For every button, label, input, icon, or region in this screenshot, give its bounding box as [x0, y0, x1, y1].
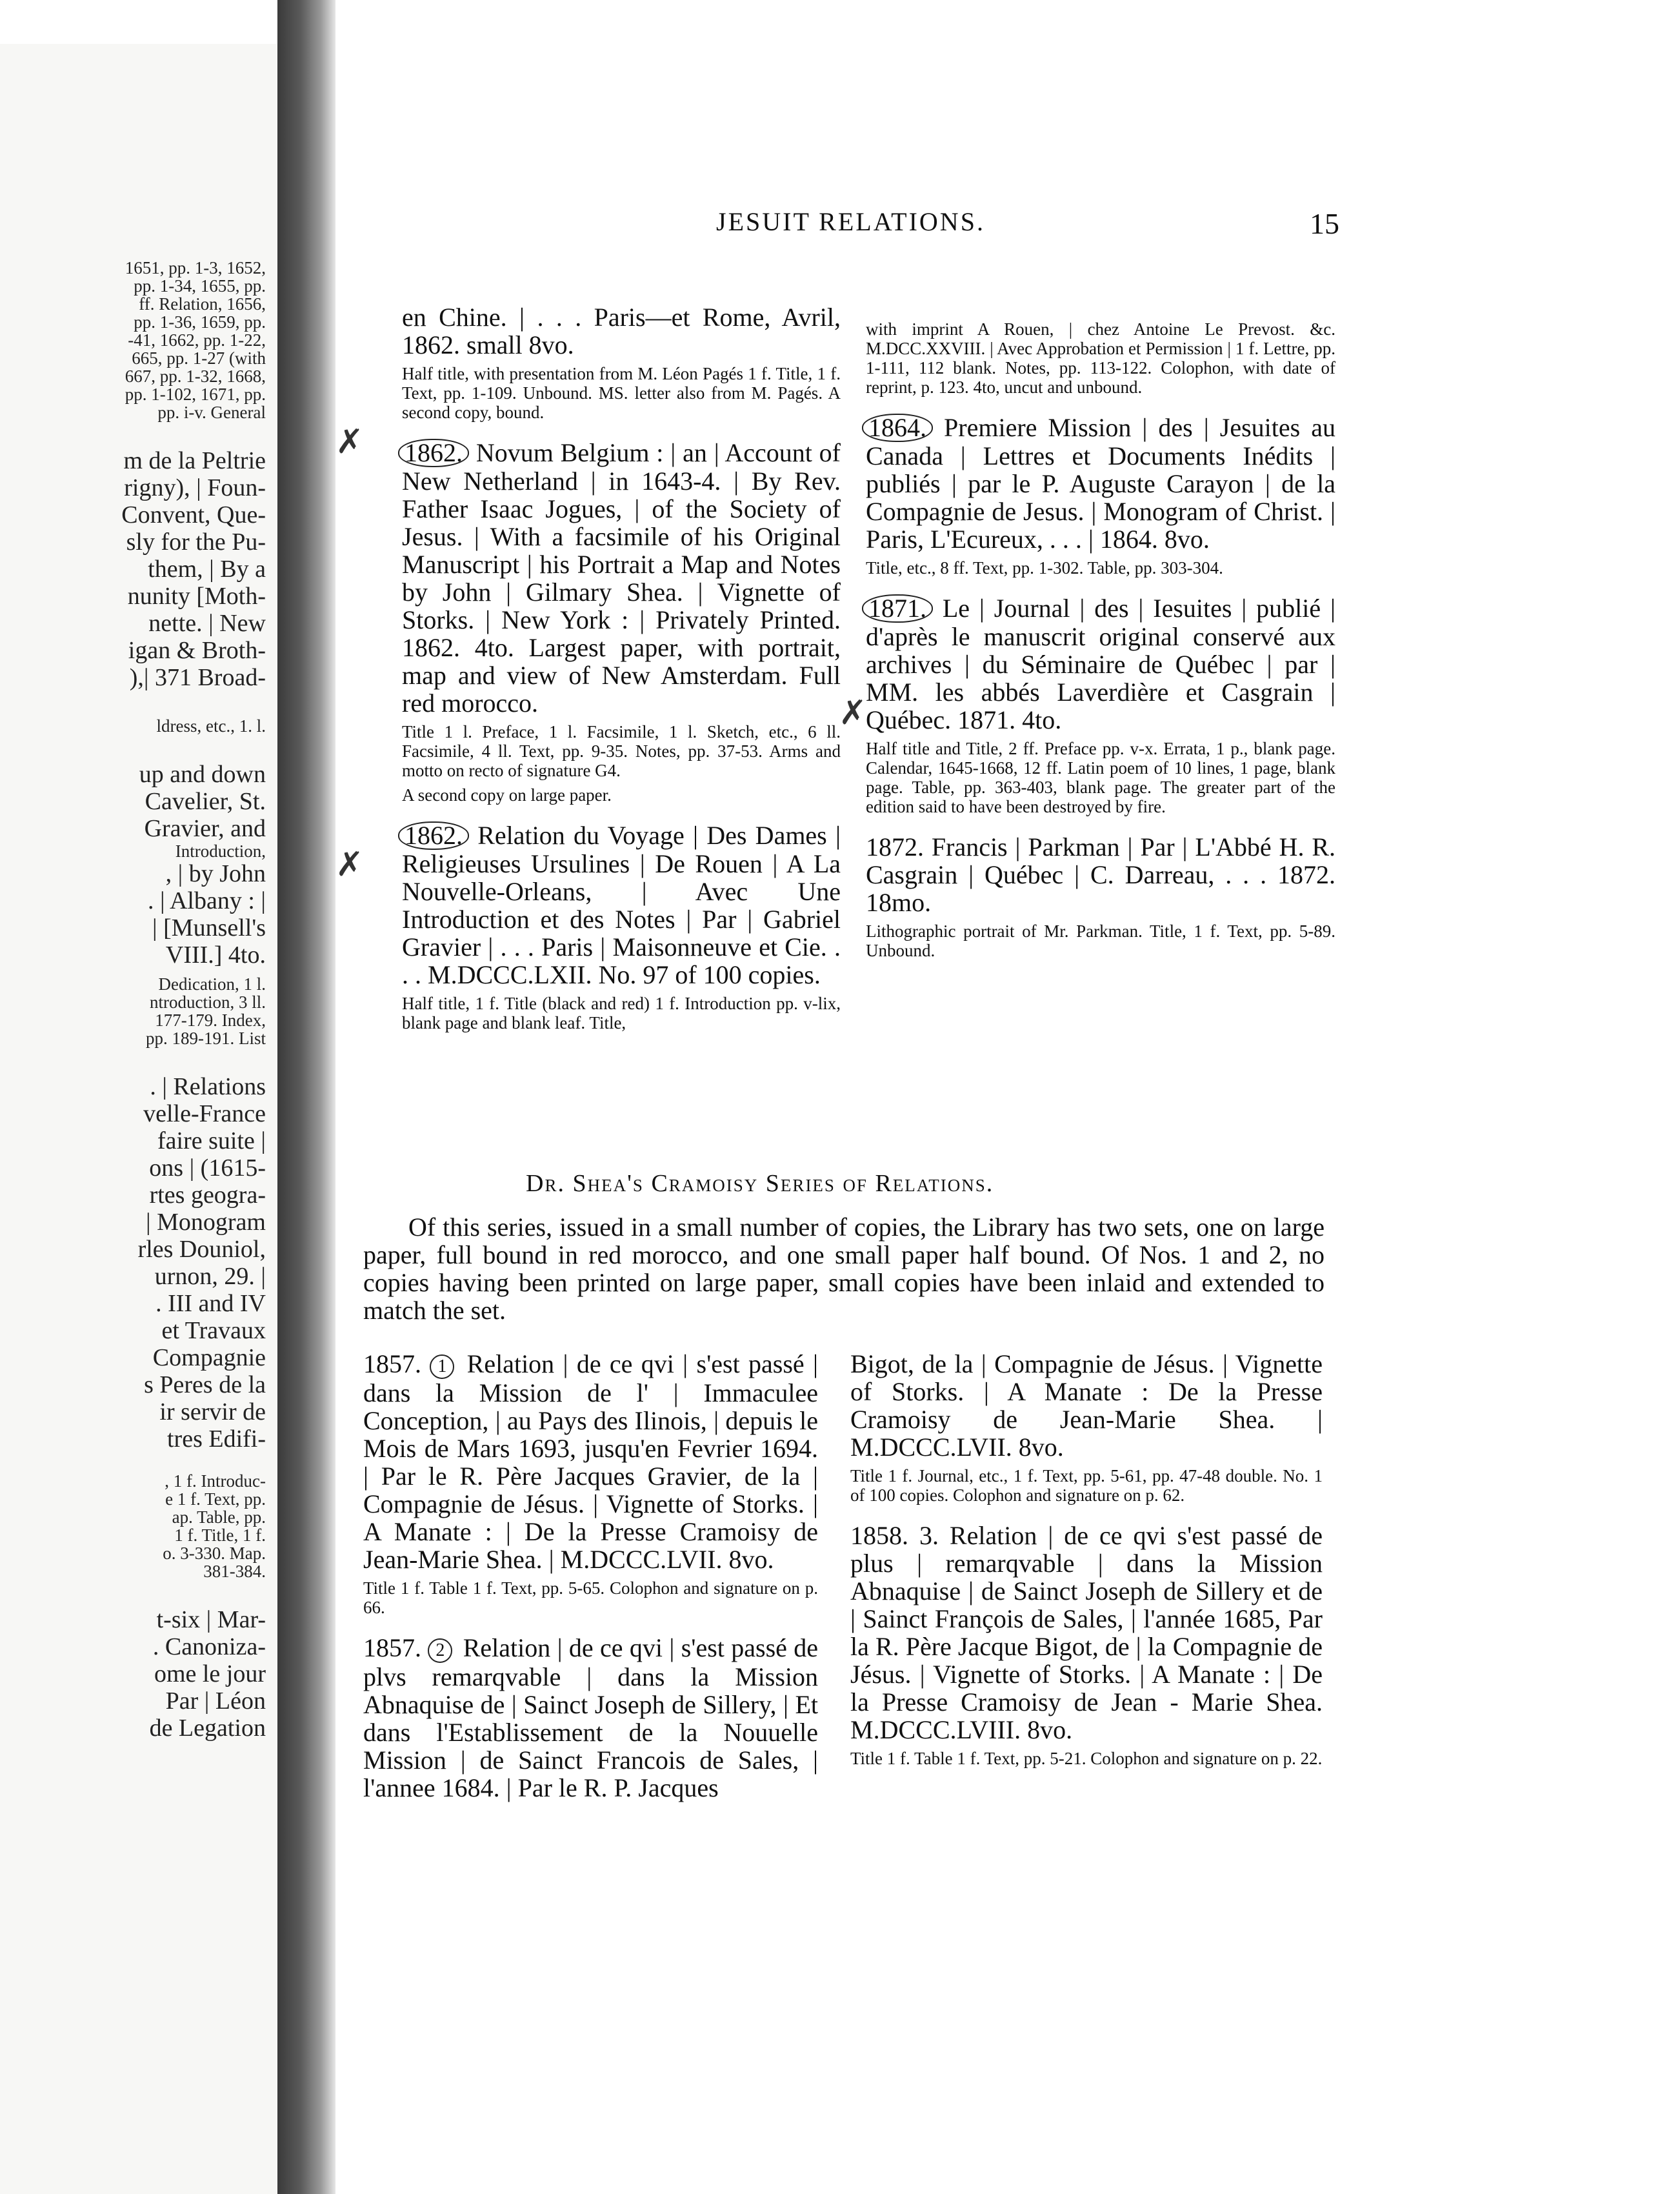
facing-page-line: ons | (1615-: [149, 1154, 266, 1182]
entry-novum-belgium-note: Title 1 l. Preface, 1 l. Facsimile, 1 l. Sketch, etc., 6 ll. Facsimile, 4 ll. Text, pp. 9-35. Notes, pp. 37-53. Arms and motto on recto of signature G4.: [402, 722, 841, 780]
entry-body: Novum Belgium : | an | Account of New Netherland | in 1643-4. | By Rev. Father Isaac Jogues, | of the Society of Jesus. | With a facsimile of his Original Manuscript | his Portrait a Map and Notes by John | Gilmary Shea. | Vignette of Storks. | New York : | Privately Printed. 1862. 4to. Largest paper, with portrait, map and view of New Amsterdam. Full red morocco.: [402, 438, 841, 718]
entry-relation-du-voyage-note: Half title, 1 f. Title (black and red) 1 f. Introduction pp. v-lix, blank page and blank leaf. Title,: [402, 994, 841, 1032]
entry-francis-parkman-note: Lithographic portrait of Mr. Parkman. Title, 1 f. Text, pp. 5-89. Unbound.: [866, 921, 1335, 960]
page-number: 15: [1310, 207, 1339, 240]
section-intro: Of this series, issued in a small number of copies, the Library has two sets, one on large paper, full bound in red morocco, and one small paper half bound. Of Nos. 1 and 2, no copies having been printed on large paper, small copies have been inlaid and extended to match the set.: [363, 1213, 1325, 1325]
facing-page-line: tres Edifi-: [166, 1425, 266, 1453]
column-bottom-right: [850, 1350, 1323, 1768]
entry-year: 1857.: [363, 1633, 421, 1662]
facing-page-line: Convent, Que-: [121, 501, 266, 528]
entry-premiere-mission-note: Title, etc., 8 ff. Text, pp. 1-302. Table, pp. 303-304.: [866, 558, 1223, 578]
facing-page-line: velle-France: [143, 1100, 266, 1127]
entry-bigot-continuation: Bigot, de la | Compagnie de Jésus. | Vignette of Storks. | A Manate : De la Presse Cramoisy de Jean-Marie Shea. | M.DCCC.LVII. 8vo.: [850, 1349, 1323, 1462]
entry-body: Relation du Voyage | Des Dames | Religieuses Ursulines | De Rouen | A La Nouvelle-Orleans, | Avec Une Introduction et des Notes | Par | Gabriel Gravier | . . . Paris | Maisonneuve et Cie. . . . M.DCCC.LXII. No. 97 of 100 copies.: [402, 821, 841, 989]
facing-page-line: Gravier, and: [144, 815, 266, 842]
facing-page-line: ff. Relation, 1656,: [139, 294, 266, 314]
entry-1858-relation-note: Title 1 f. Table 1 f. Text, pp. 5-21. Colophon and signature on p. 22.: [850, 1749, 1323, 1768]
circled-year: 1862.: [398, 821, 469, 850]
facing-page-line: et Travaux: [161, 1317, 266, 1344]
facing-page-line: t-six | Mar-: [156, 1606, 266, 1633]
entry-novum-belgium: [402, 439, 841, 717]
facing-page-line: ),| 371 Broad-: [129, 664, 266, 691]
entry-relation-du-voyage: [402, 821, 841, 989]
facing-page-line: pp. 1-34, 1655, pp.: [134, 276, 266, 296]
entry-francis-parkman: 1872. Francis | Parkman | Par | L'Abbé H. R. Casgrain | Québec | C. Darreau, . . . 1872. 18mo.: [866, 832, 1335, 917]
facing-page-line: . III and IV: [155, 1290, 266, 1317]
column-top-right: [866, 319, 1335, 960]
circled-year: 1862.: [398, 439, 469, 467]
entry-body: Relation | de ce qvi | s'est passé | dans la Mission de l' | Immaculee Conception, | au Pays des Ilinois, | depuis le Mois de Mars 1693, jusqu'en Fevrier 1694. | Par le R. Père Jacques Gravier, de la | Compagnie de Jésus. | Vignette of Storks. | A Manate : | De la Presse Cramoisy de Jean-Marie Shea. | M.DCCC.LVII. 8vo.: [363, 1349, 818, 1574]
facing-page-line: 1651, pp. 1-3, 1652,: [125, 258, 266, 277]
facing-page-line: igan & Broth-: [128, 637, 266, 664]
facing-page-line: nunity [Moth-: [127, 583, 266, 610]
facing-page-line: 1 f. Title, 1 f.: [174, 1525, 266, 1545]
entry-bigot-continuation-note: Title 1 f. Journal, etc., 1 f. Text, pp. 5-61, pp. 47-48 double. No. 1 of 100 copies. Colophon and signature on p. 62.: [850, 1466, 1323, 1505]
facing-page-line: e 1 f. Text, pp.: [165, 1489, 266, 1509]
facing-page-line: Cavelier, St.: [145, 788, 266, 815]
facing-page-line: sly for the Pu-: [126, 528, 266, 556]
entry-1857-relation-ilinois: [363, 1350, 818, 1573]
section-heading: Dr. Shea's Cramoisy Series of Relations.: [526, 1170, 994, 1197]
entry-1857-relation-abnaquise: [363, 1634, 818, 1802]
facing-page: [0, 44, 279, 2194]
circled-year: 1871.: [862, 594, 933, 623]
entry-body: Premiere Mission | des | Jesuites au Canada | Lettres et Documents Inédits | publiés | par le P. Auguste Carayon | de la Compagnie de Jesus. | Monogram of Christ. | Paris, L'Ecureux, . . . | 1864. 8vo.: [866, 413, 1335, 554]
facing-page-line: . | Relations: [150, 1073, 266, 1100]
facing-page-line: -41, 1662, pp. 1-22,: [128, 330, 266, 350]
facing-page-line: Compagnie: [152, 1344, 266, 1371]
facing-page-line: | Monogram: [146, 1209, 266, 1236]
facing-page-line: pp. 189-191. List: [146, 1029, 266, 1048]
column-top-left: [402, 303, 841, 1032]
facing-page-line: , 1 f. Introduc-: [165, 1471, 266, 1491]
facing-page-line: faire suite |: [157, 1127, 266, 1154]
facing-page-line: de Legation: [149, 1715, 266, 1742]
facing-page-line: ap. Table, pp.: [172, 1507, 266, 1527]
facing-page-line: 177-179. Index,: [155, 1011, 266, 1030]
circled-year: 1864.: [862, 414, 933, 442]
column-bottom-left: [363, 1350, 818, 1802]
book-gutter: [277, 0, 335, 2194]
check-mark-icon: ✗: [335, 423, 364, 461]
facing-page-line: pp. i-v. General: [157, 403, 266, 422]
facing-page-line: s Peres de la: [144, 1371, 266, 1398]
entry-premiere-mission: [866, 414, 1335, 553]
facing-page-line: urnon, 29. |: [154, 1263, 266, 1290]
entry-body: Le | Journal | des | Iesuites | publié | d'après le manuscrit original conservé aux archives | du Séminaire de Québec | par | MM. les abbés Laverdière et Casgrain | Québec. 1871. 4to.: [866, 594, 1335, 734]
facing-page-line: ir servir de: [159, 1398, 266, 1425]
facing-page-line: pp. 1-36, 1659, pp.: [134, 312, 266, 332]
circled-number: 2: [428, 1638, 452, 1663]
facing-page-line: ldress, etc., 1. l.: [156, 716, 266, 736]
facing-page-line: ntroduction, 3 ll.: [150, 992, 266, 1012]
facing-page-line: o. 3-330. Map.: [163, 1544, 266, 1563]
facing-page-line: rtes geogra-: [149, 1182, 266, 1209]
facing-page-line: VIII.] 4to.: [165, 941, 266, 969]
entry-en-chine-note: Half title, with presentation from M. Léon Pagés 1 f. Title, 1 f. Text, pp. 1-109. Unbound. MS. letter also from M. Pagés. A second copy, bound.: [402, 364, 841, 422]
facing-page-line: Dedication, 1 l.: [158, 974, 266, 994]
facing-page-line: . Canoniza-: [152, 1633, 266, 1660]
facing-page-line: them, | By a: [148, 556, 266, 583]
facing-page-line: Par | Léon: [165, 1687, 266, 1715]
facing-page-line: up and down: [139, 761, 266, 788]
facing-page-line: rigny), | Foun-: [124, 474, 266, 501]
facing-page-line: Introduction,: [175, 841, 266, 861]
facing-page-line: ome le jour: [154, 1660, 266, 1687]
entry-en-chine: en Chine. | . . . Paris—et Rome, Avril, 1862. small 8vo.: [402, 303, 841, 359]
entry-journal-note: Half title and Title, 2 ff. Preface pp. v-x. Errata, 1 p., blank page. Calendar, 1645-1668, 12 ff. Latin poem of 10 lines, 1 page, blank page. Table, pp. 363-403, blank page. The greater part of the edition said to have been destroyed by fire.: [866, 739, 1335, 816]
facing-page-line: 665, pp. 1-27 (with: [132, 348, 266, 368]
circled-number: 1: [430, 1354, 454, 1379]
facing-page-line: | [Munsell's: [152, 914, 266, 941]
entry-year: 1857.: [363, 1349, 421, 1378]
facing-page-line: , | by John: [165, 860, 266, 887]
check-mark-icon: ✗: [335, 845, 364, 884]
facing-page-line: nette. | New: [148, 610, 266, 637]
entry-1858-relation: 1858. 3. Relation | de ce qvi s'est passé de plus | remarqvable | dans la Mission Abnaquise | de Sainct Joseph de Sillery et de | Sainct François de Sales, | l'année 1685, Par la R. Père Jacque Bigot, de | la Compagnie de Jésus. | Vignette of Storks. | A Manate : | De la Presse Cramoisy de Jean - Marie Shea. M.DCCC.LVIII. 8vo.: [850, 1521, 1323, 1744]
facing-page-line: m de la Peltrie: [123, 447, 266, 474]
entry-imprint-note: with imprint A Rouen, | chez Antoine Le Prevost. &c. M.DCC.XXVIII. | Avec Approbation et Permission | 1 f. Lettre, pp. 1-111, 112 blank. Notes, pp. 113-122. Colophon, with date of reprint, p. 123. 4to, uncut and unbound.: [866, 319, 1335, 397]
facing-page-line: 381-384.: [203, 1562, 266, 1581]
facing-page-line: rles Douniol,: [137, 1236, 266, 1263]
running-title: JESUIT RELATIONS.: [716, 207, 985, 236]
check-mark-icon: ✗: [839, 694, 867, 732]
entry-body: Relation | de ce qvi | s'est passé de plvs remarqvable | dans la Mission Abnaquise de | Sainct Joseph de Sillery, | Et dans l'Establissement de la Nouuelle Mission | de Sainct Francois de Sales, | l'annee 1684. | Par le R. P. Jacques: [363, 1633, 819, 1802]
entry-1857-relation-ilinois-note: Title 1 f. Table 1 f. Text, pp. 5-65. Colophon and signature on p. 66.: [363, 1578, 818, 1617]
entry-novum-belgium-note-2: A second copy on large paper.: [402, 785, 612, 805]
entry-journal-des-iesuites: [866, 594, 1335, 734]
facing-page-line: pp. 1-102, 1671, pp.: [125, 385, 266, 404]
facing-page-line: 667, pp. 1-32, 1668,: [125, 367, 266, 386]
facing-page-line: . | Albany : |: [147, 887, 266, 914]
